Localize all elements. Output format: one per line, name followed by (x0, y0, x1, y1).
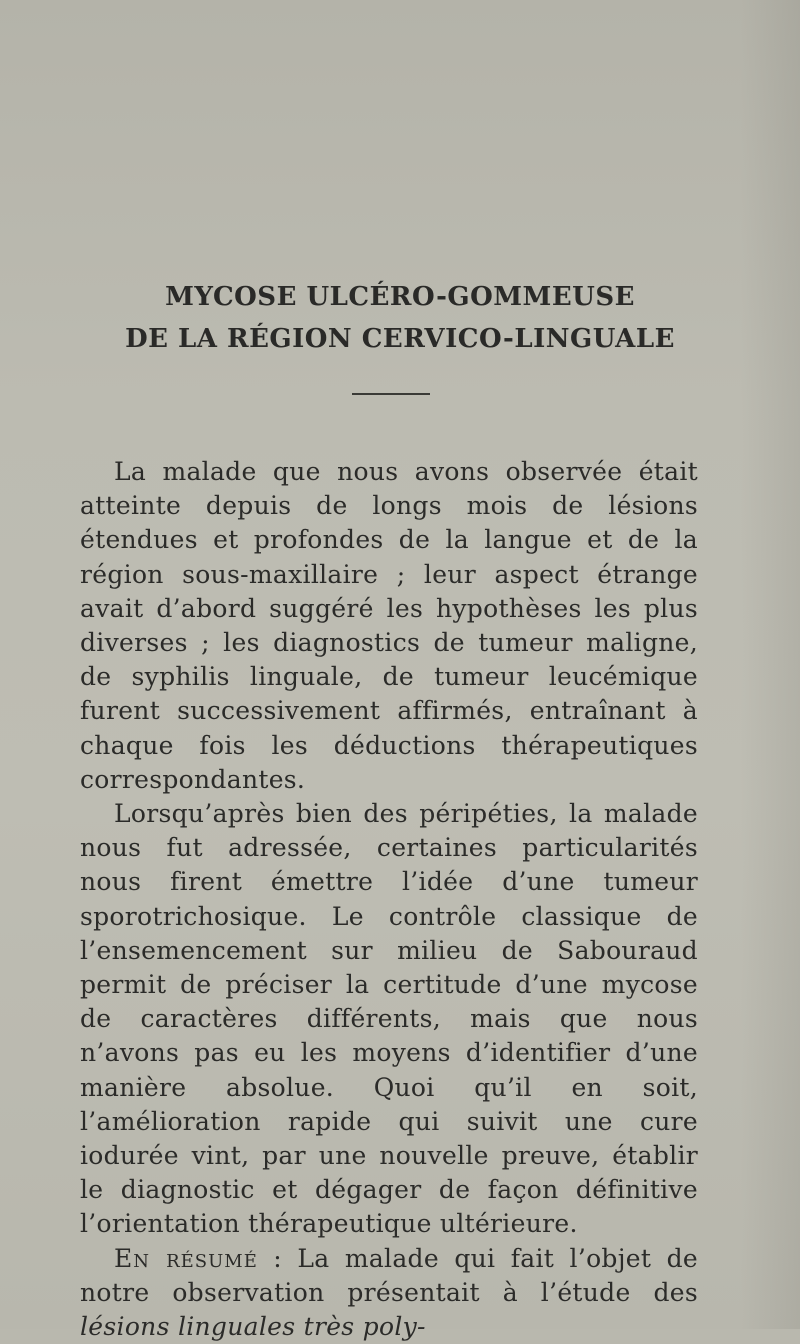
summary-italic: lésions linguales très poly- (80, 1312, 426, 1342)
body-text (80, 455, 698, 1344)
chapter-title-line-2: DE LA RÉGION CERVICO-LINGUALE (125, 324, 675, 354)
page-edge-shadow (740, 0, 800, 1329)
paragraph-1: La malade que nous avons observée était atteinte depuis de longs mois de lésions étendues et profondes de la langue et de la région sous-maxillaire ; leur aspect étrange avait d’abord suggéré les hypothèses les plus diverses ; les diagnostics de tumeur maligne, de syphilis linguale, de tumeur leucémique furent successivement affirmés, entraînant à chaque fois les déductions thérapeutiques correspondantes. (80, 457, 698, 794)
summary-text: : La malade qui fait l’objet de notre observation présentait à l’étude des (80, 1243, 698, 1307)
paragraph-2: Lorsqu’après bien des péripéties, la malade nous fut adressée, certaines particularités nous firent émettre l’idée d’une tumeur sporotrichosique. Le contrôle classique de l’ensemencement sur milieu de Sabouraud permit de préciser la certitude d’une mycose de caractères différents, mais que nous n’avons pas eu les moyens d’identifier d’une manière absolue. Quoi qu’il en soit, l’amélioration rapide qui suivit une cure iodurée vint, par une nouvelle preuve, établir le diagnostic et dégager de façon définitive l’orientation thérapeutique ultérieure. (80, 799, 698, 1239)
summary-lead: En résumé (114, 1243, 258, 1273)
chapter-title-line-1: MYCOSE ULCÉRO-GOMMEUSE (165, 282, 635, 312)
title-divider (352, 393, 430, 395)
